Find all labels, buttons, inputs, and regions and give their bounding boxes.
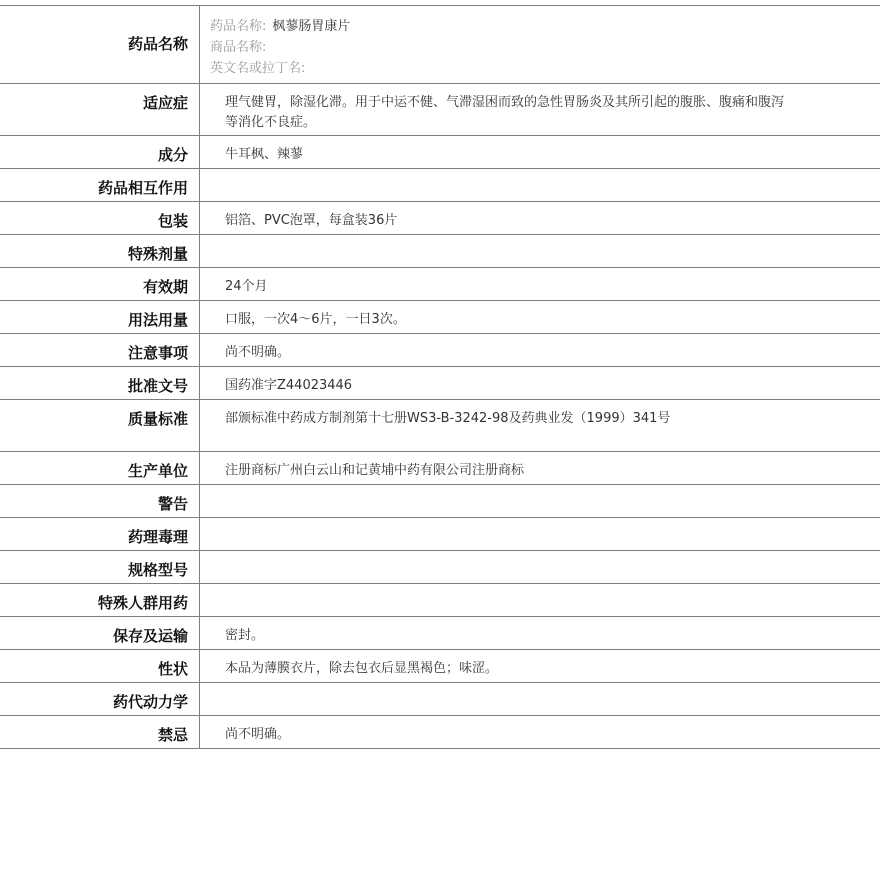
row-drug-interactions (0, 169, 880, 202)
row-label: 生产单位 (0, 452, 200, 484)
row-drug-names (0, 6, 880, 84)
english-name-line (210, 58, 880, 79)
row-label: 规格型号 (0, 551, 200, 583)
row-value (200, 235, 880, 267)
row-label: 用法用量 (0, 301, 200, 333)
row-manufacturer (0, 452, 880, 485)
row-value: 本品为薄膜衣片，除去包衣后显黑褐色；味涩。 (225, 661, 499, 676)
generic-name-line (210, 16, 880, 37)
english-name-key: 英文名或拉丁名: (210, 61, 306, 76)
row-label: 药代动力学 (0, 683, 200, 715)
row-value: 铝箔、PVC泡罩，每盒装36片 (225, 213, 398, 228)
drug-names-block (200, 6, 880, 83)
row-label: 保存及运输 (0, 617, 200, 649)
row-contraindications (0, 716, 880, 749)
row-label: 药理毒理 (0, 518, 200, 550)
row-special-populations (0, 584, 880, 617)
row-specification (0, 551, 880, 584)
row-value (200, 485, 880, 517)
row-label: 成分 (0, 136, 200, 168)
row-label: 警告 (0, 485, 200, 517)
trade-name-line (210, 37, 880, 58)
row-label: 质量标准 (0, 400, 200, 451)
row-label: 注意事项 (0, 334, 200, 366)
row-pharmacology-toxicology (0, 518, 880, 551)
row-pharmacokinetics (0, 683, 880, 716)
row-label: 禁忌 (0, 716, 200, 748)
row-special-dosage (0, 235, 880, 268)
row-value (200, 584, 880, 616)
row-label: 批准文号 (0, 367, 200, 399)
row-label: 药品名称 (0, 6, 200, 83)
row-value: 牛耳枫、辣蓼 (225, 147, 304, 162)
row-storage-transport (0, 617, 880, 650)
row-approval-number (0, 367, 880, 400)
trade-name-key: 商品名称: (210, 40, 267, 55)
row-quality-standard (0, 400, 880, 452)
row-value: 国药准字Z44023446 (225, 378, 353, 393)
row-value: 注册商标广州白云山和记黄埔中药有限公司注册商标 (225, 463, 525, 478)
drug-spec-table (0, 5, 880, 749)
row-value: 部颁标准中药成方制剂第十七册WS3-B-3242-98及药典业发（1999）341号 (225, 411, 671, 426)
row-appearance (0, 650, 880, 683)
row-label: 药品相互作用 (0, 169, 200, 201)
row-value (200, 169, 880, 201)
row-label: 特殊剂量 (0, 235, 200, 267)
row-value: 尚不明确。 (225, 345, 291, 360)
row-label: 包装 (0, 202, 200, 234)
row-value: 口服，一次4～6片，一日3次。 (225, 312, 406, 327)
row-value: 24个月 (225, 279, 268, 294)
row-indications (0, 84, 880, 136)
row-value: 尚不明确。 (225, 727, 291, 742)
row-usage-dosage (0, 301, 880, 334)
row-shelf-life (0, 268, 880, 301)
row-warning (0, 485, 880, 518)
row-precautions (0, 334, 880, 367)
row-label: 特殊人群用药 (0, 584, 200, 616)
generic-name-key: 药品名称: (210, 19, 267, 34)
row-ingredients (0, 136, 880, 169)
row-value: 密封。 (225, 628, 265, 643)
row-packaging (0, 202, 880, 235)
generic-name-value: 枫蓼肠胃康片 (272, 19, 351, 34)
row-label: 有效期 (0, 268, 200, 300)
row-value (200, 683, 880, 715)
row-value: 理气健胃，除湿化滞。用于中运不健、气滞湿困而致的急性胃肠炎及其所引起的腹胀、腹痛和腹泻等消化不良症。 (225, 95, 785, 130)
row-label: 适应症 (0, 84, 200, 135)
row-value (200, 551, 880, 583)
row-value (200, 518, 880, 550)
row-label: 性状 (0, 650, 200, 682)
